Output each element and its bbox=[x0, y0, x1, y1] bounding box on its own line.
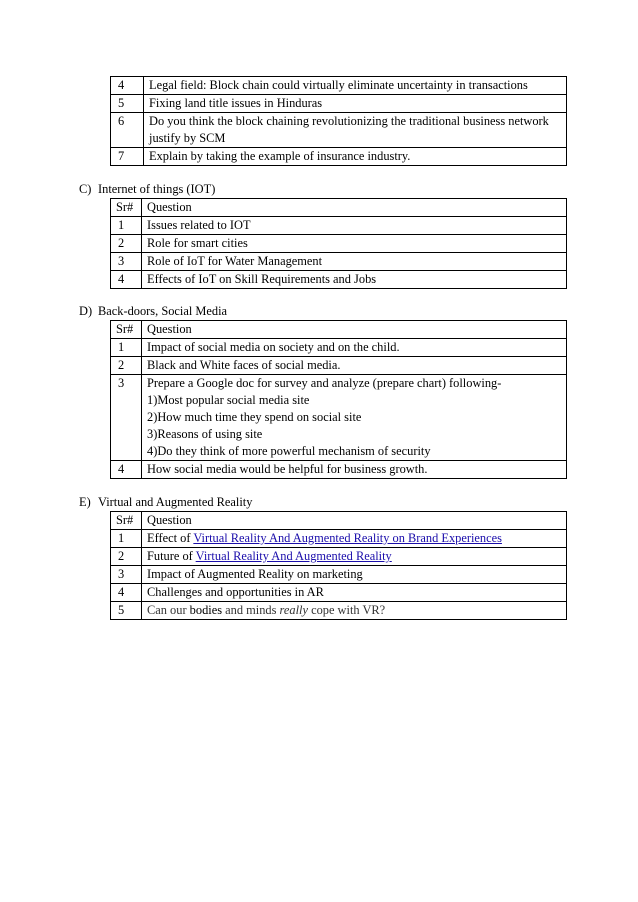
section-heading-iot bbox=[79, 181, 215, 198]
table-row bbox=[111, 530, 567, 548]
table-row bbox=[111, 271, 567, 289]
question-cell: Challenges and opportunities in AR bbox=[142, 584, 567, 602]
iot-table bbox=[110, 198, 567, 289]
question-cell: Role of IoT for Water Management bbox=[142, 253, 567, 271]
section-heading-social-media bbox=[79, 303, 227, 320]
question-text-part: bodies bbox=[189, 603, 223, 617]
section-letter: C) bbox=[79, 182, 92, 196]
table-row bbox=[111, 77, 567, 95]
question-cell bbox=[142, 548, 567, 566]
question-cell bbox=[144, 113, 567, 148]
table-row bbox=[111, 217, 567, 235]
table-row bbox=[111, 95, 567, 113]
question-text-emphasis: really bbox=[279, 603, 308, 617]
row-number: 1 bbox=[111, 530, 142, 548]
section-title: Internet of things (IOT) bbox=[98, 182, 216, 196]
row-number: 5 bbox=[111, 602, 142, 620]
question-line: justify by SCM bbox=[149, 131, 226, 145]
row-number: 7 bbox=[111, 148, 144, 166]
question-cell bbox=[142, 530, 567, 548]
question-text-part: Can our bbox=[147, 603, 190, 617]
column-header-number: Sr# bbox=[111, 321, 142, 339]
table-header-row bbox=[111, 512, 567, 530]
table-header-row bbox=[111, 321, 567, 339]
column-header-number: Sr# bbox=[111, 199, 142, 217]
section-letter: D) bbox=[79, 304, 93, 318]
question-cell: Black and White faces of social media. bbox=[142, 357, 567, 375]
section-heading-vr-ar bbox=[79, 494, 252, 511]
table-row bbox=[111, 253, 567, 271]
row-number: 2 bbox=[111, 548, 142, 566]
row-number: 5 bbox=[111, 95, 144, 113]
question-line: Prepare a Google doc for survey and analyze (prepare chart) following- bbox=[147, 376, 502, 390]
row-number: 4 bbox=[111, 461, 142, 479]
table-row bbox=[111, 566, 567, 584]
column-header-question: Question bbox=[142, 512, 567, 530]
row-number: 3 bbox=[111, 375, 142, 461]
column-header-question: Question bbox=[142, 199, 567, 217]
table-row bbox=[111, 548, 567, 566]
row-number: 3 bbox=[111, 253, 142, 271]
section-title: Back-doors, Social Media bbox=[98, 304, 228, 318]
row-number: 4 bbox=[111, 77, 144, 95]
question-line: 1)Most popular social media site bbox=[147, 393, 310, 407]
vr-ar-brand-link[interactable]: Virtual Reality And Augmented Reality on Brand Experiences bbox=[193, 531, 502, 545]
table-header-row bbox=[111, 199, 567, 217]
social-media-table bbox=[110, 320, 567, 479]
question-prefix: Future of bbox=[147, 549, 196, 563]
table-row bbox=[111, 235, 567, 253]
question-cell bbox=[142, 375, 567, 461]
question-cell: Explain by taking the example of insurance industry. bbox=[144, 148, 567, 166]
table-row bbox=[111, 357, 567, 375]
question-cell: Legal field: Block chain could virtually eliminate uncertainty in transactions bbox=[144, 77, 567, 95]
question-cell bbox=[142, 602, 567, 620]
question-line: Do you think the block chaining revolutionizing the traditional business network bbox=[149, 114, 549, 128]
question-cell: Issues related to IOT bbox=[142, 217, 567, 235]
table-row bbox=[111, 375, 567, 461]
row-number: 2 bbox=[111, 357, 142, 375]
row-number: 2 bbox=[111, 235, 142, 253]
row-number: 4 bbox=[111, 584, 142, 602]
question-line: 4)Do they think of more powerful mechanism of security bbox=[147, 444, 431, 458]
section-title: Virtual and Augmented Reality bbox=[98, 495, 253, 509]
question-prefix: Effect of bbox=[147, 531, 194, 545]
question-line: 3)Reasons of using site bbox=[147, 427, 263, 441]
question-cell: Fixing land title issues in Hinduras bbox=[144, 95, 567, 113]
blockchain-table bbox=[110, 76, 567, 166]
table-row bbox=[111, 113, 567, 148]
question-line: 2)How much time they spend on social site bbox=[147, 410, 362, 424]
table-row bbox=[111, 148, 567, 166]
column-header-number: Sr# bbox=[111, 512, 142, 530]
question-cell: Impact of social media on society and on the child. bbox=[142, 339, 567, 357]
vr-ar-future-link[interactable]: Virtual Reality And Augmented Reality bbox=[195, 549, 392, 563]
section-letter: E) bbox=[79, 495, 91, 509]
vr-ar-table bbox=[110, 511, 567, 620]
question-cell: Role for smart cities bbox=[142, 235, 567, 253]
question-text-part: cope with VR? bbox=[307, 603, 386, 617]
question-text-part: and minds bbox=[222, 603, 280, 617]
table-row bbox=[111, 339, 567, 357]
table-row bbox=[111, 584, 567, 602]
row-number: 3 bbox=[111, 566, 142, 584]
row-number: 1 bbox=[111, 217, 142, 235]
row-number: 4 bbox=[111, 271, 142, 289]
row-number: 1 bbox=[111, 339, 142, 357]
question-cell: Effects of IoT on Skill Requirements and Jobs bbox=[142, 271, 567, 289]
table-row bbox=[111, 461, 567, 479]
table-row bbox=[111, 602, 567, 620]
question-cell: Impact of Augmented Reality on marketing bbox=[142, 566, 567, 584]
row-number: 6 bbox=[111, 113, 144, 148]
question-cell: How social media would be helpful for business growth. bbox=[142, 461, 567, 479]
column-header-question: Question bbox=[142, 321, 567, 339]
